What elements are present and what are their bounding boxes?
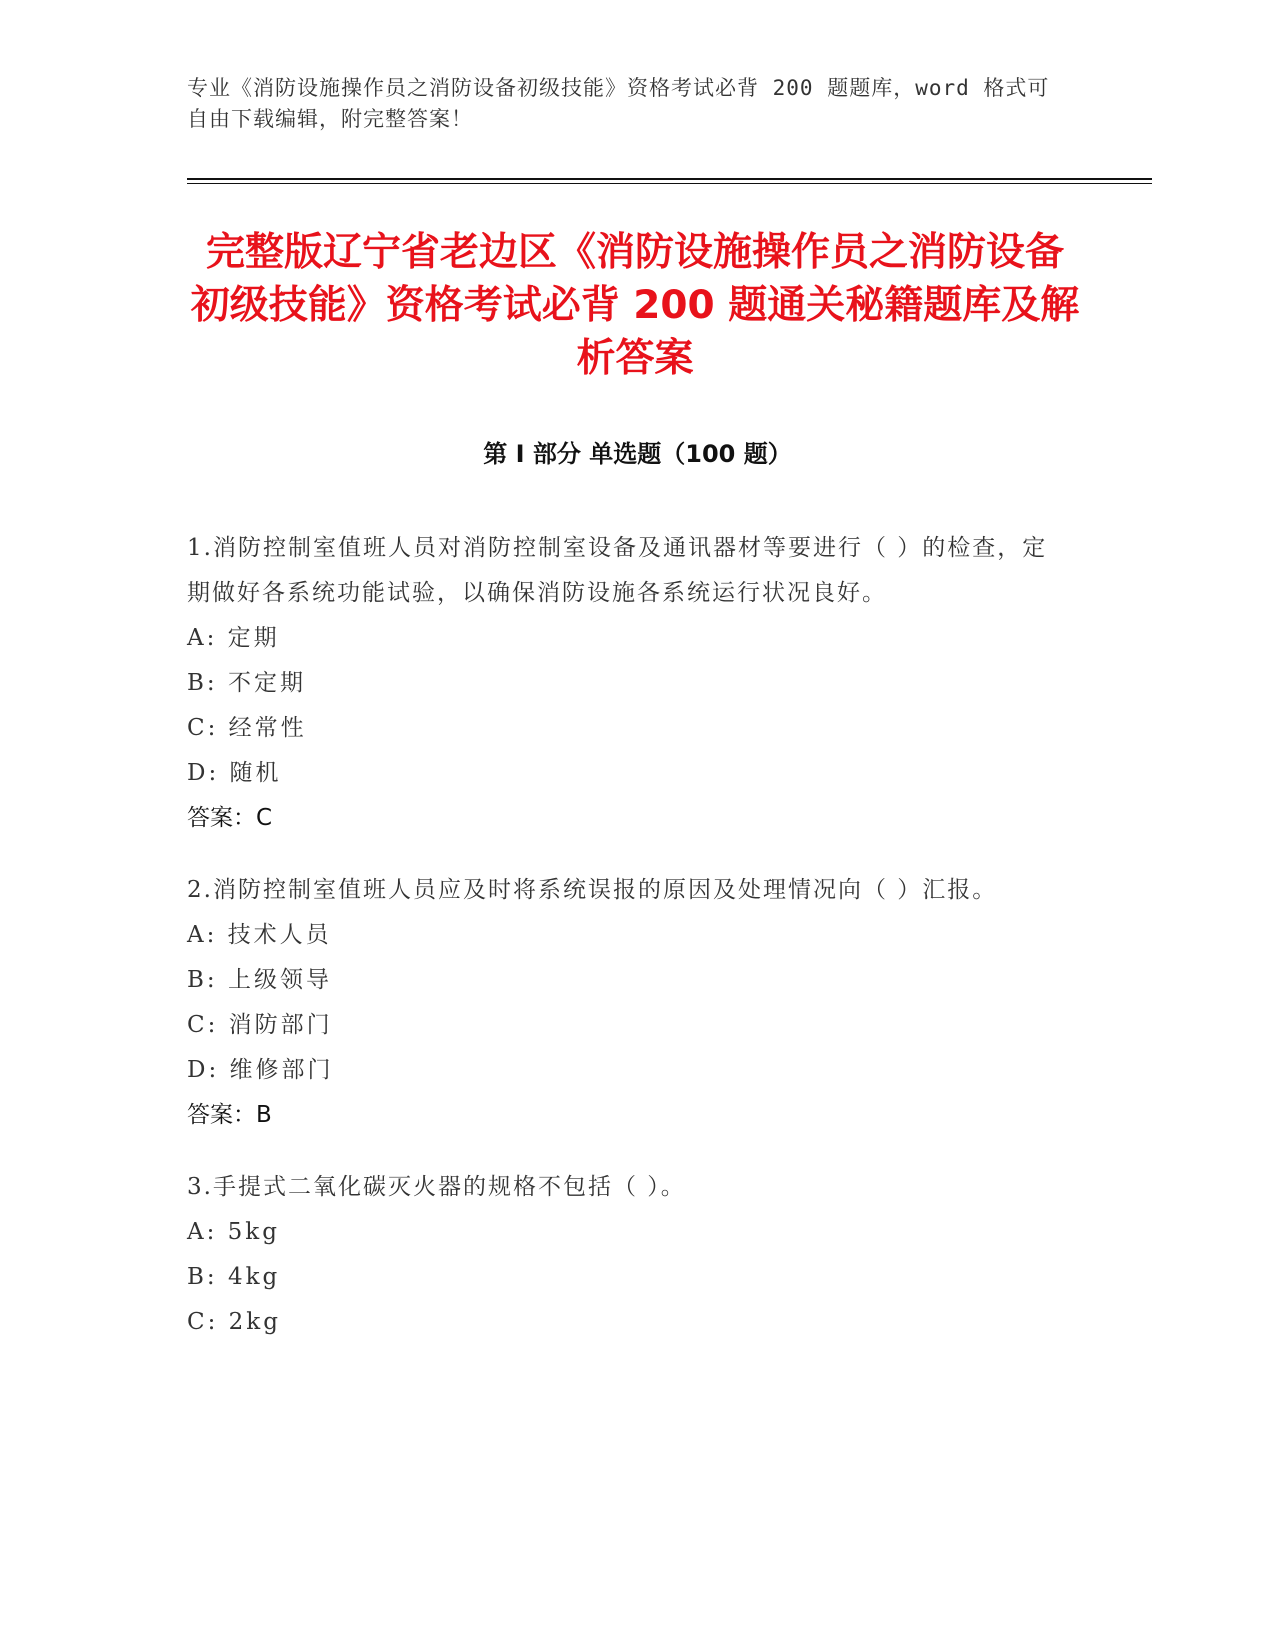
- answer: 答案：B: [187, 1102, 272, 1128]
- header-note: 专业《消防设施操作员之消防设备初级技能》资格考试必背 200 题题库，word 格式可自由下载编辑，附完整答案！: [187, 76, 1050, 131]
- question-stem: 2.消防控制室值班人员应及时将系统误报的原因及处理情况向（ ）汇报。: [187, 877, 998, 903]
- option-c: C: 经常性: [187, 715, 307, 741]
- option-a: A: 技术人员: [187, 922, 332, 948]
- header-divider-thin: [187, 183, 1152, 184]
- question-stem: 3.手提式二氧化碳灭火器的规格不包括（ ）。: [187, 1174, 686, 1200]
- option-c: C: 2kg: [187, 1309, 281, 1335]
- option-b: B: 不定期: [187, 670, 306, 696]
- option-c: C: 消防部门: [187, 1012, 333, 1038]
- question-1: [187, 526, 1067, 841]
- answer: 答案：C: [187, 805, 273, 831]
- question-list: [187, 526, 1067, 1372]
- document-title: 完整版辽宁省老边区《消防设施操作员之消防设备初级技能》资格考试必背 200 题通关秘籍题库及解析答案: [190, 230, 1080, 381]
- question-3: [187, 1165, 1067, 1345]
- section-heading: 第 I 部分 单选题（100 题）: [483, 440, 792, 468]
- question-2: [187, 868, 1067, 1138]
- option-d: D: 随机: [187, 760, 282, 786]
- question-stem: 1.消防控制室值班人员对消防控制室设备及通讯器材等要进行（ ）的检查，定期做好各系统功能试验，以确保消防设施各系统运行状况良好。: [187, 535, 1048, 606]
- option-a: A: 5kg: [187, 1219, 280, 1245]
- option-b: B: 上级领导: [187, 967, 332, 993]
- option-a: A: 定期: [187, 625, 280, 651]
- header-divider-thick: [187, 178, 1152, 180]
- option-b: B: 4kg: [187, 1264, 281, 1290]
- option-d: D: 维修部门: [187, 1057, 334, 1083]
